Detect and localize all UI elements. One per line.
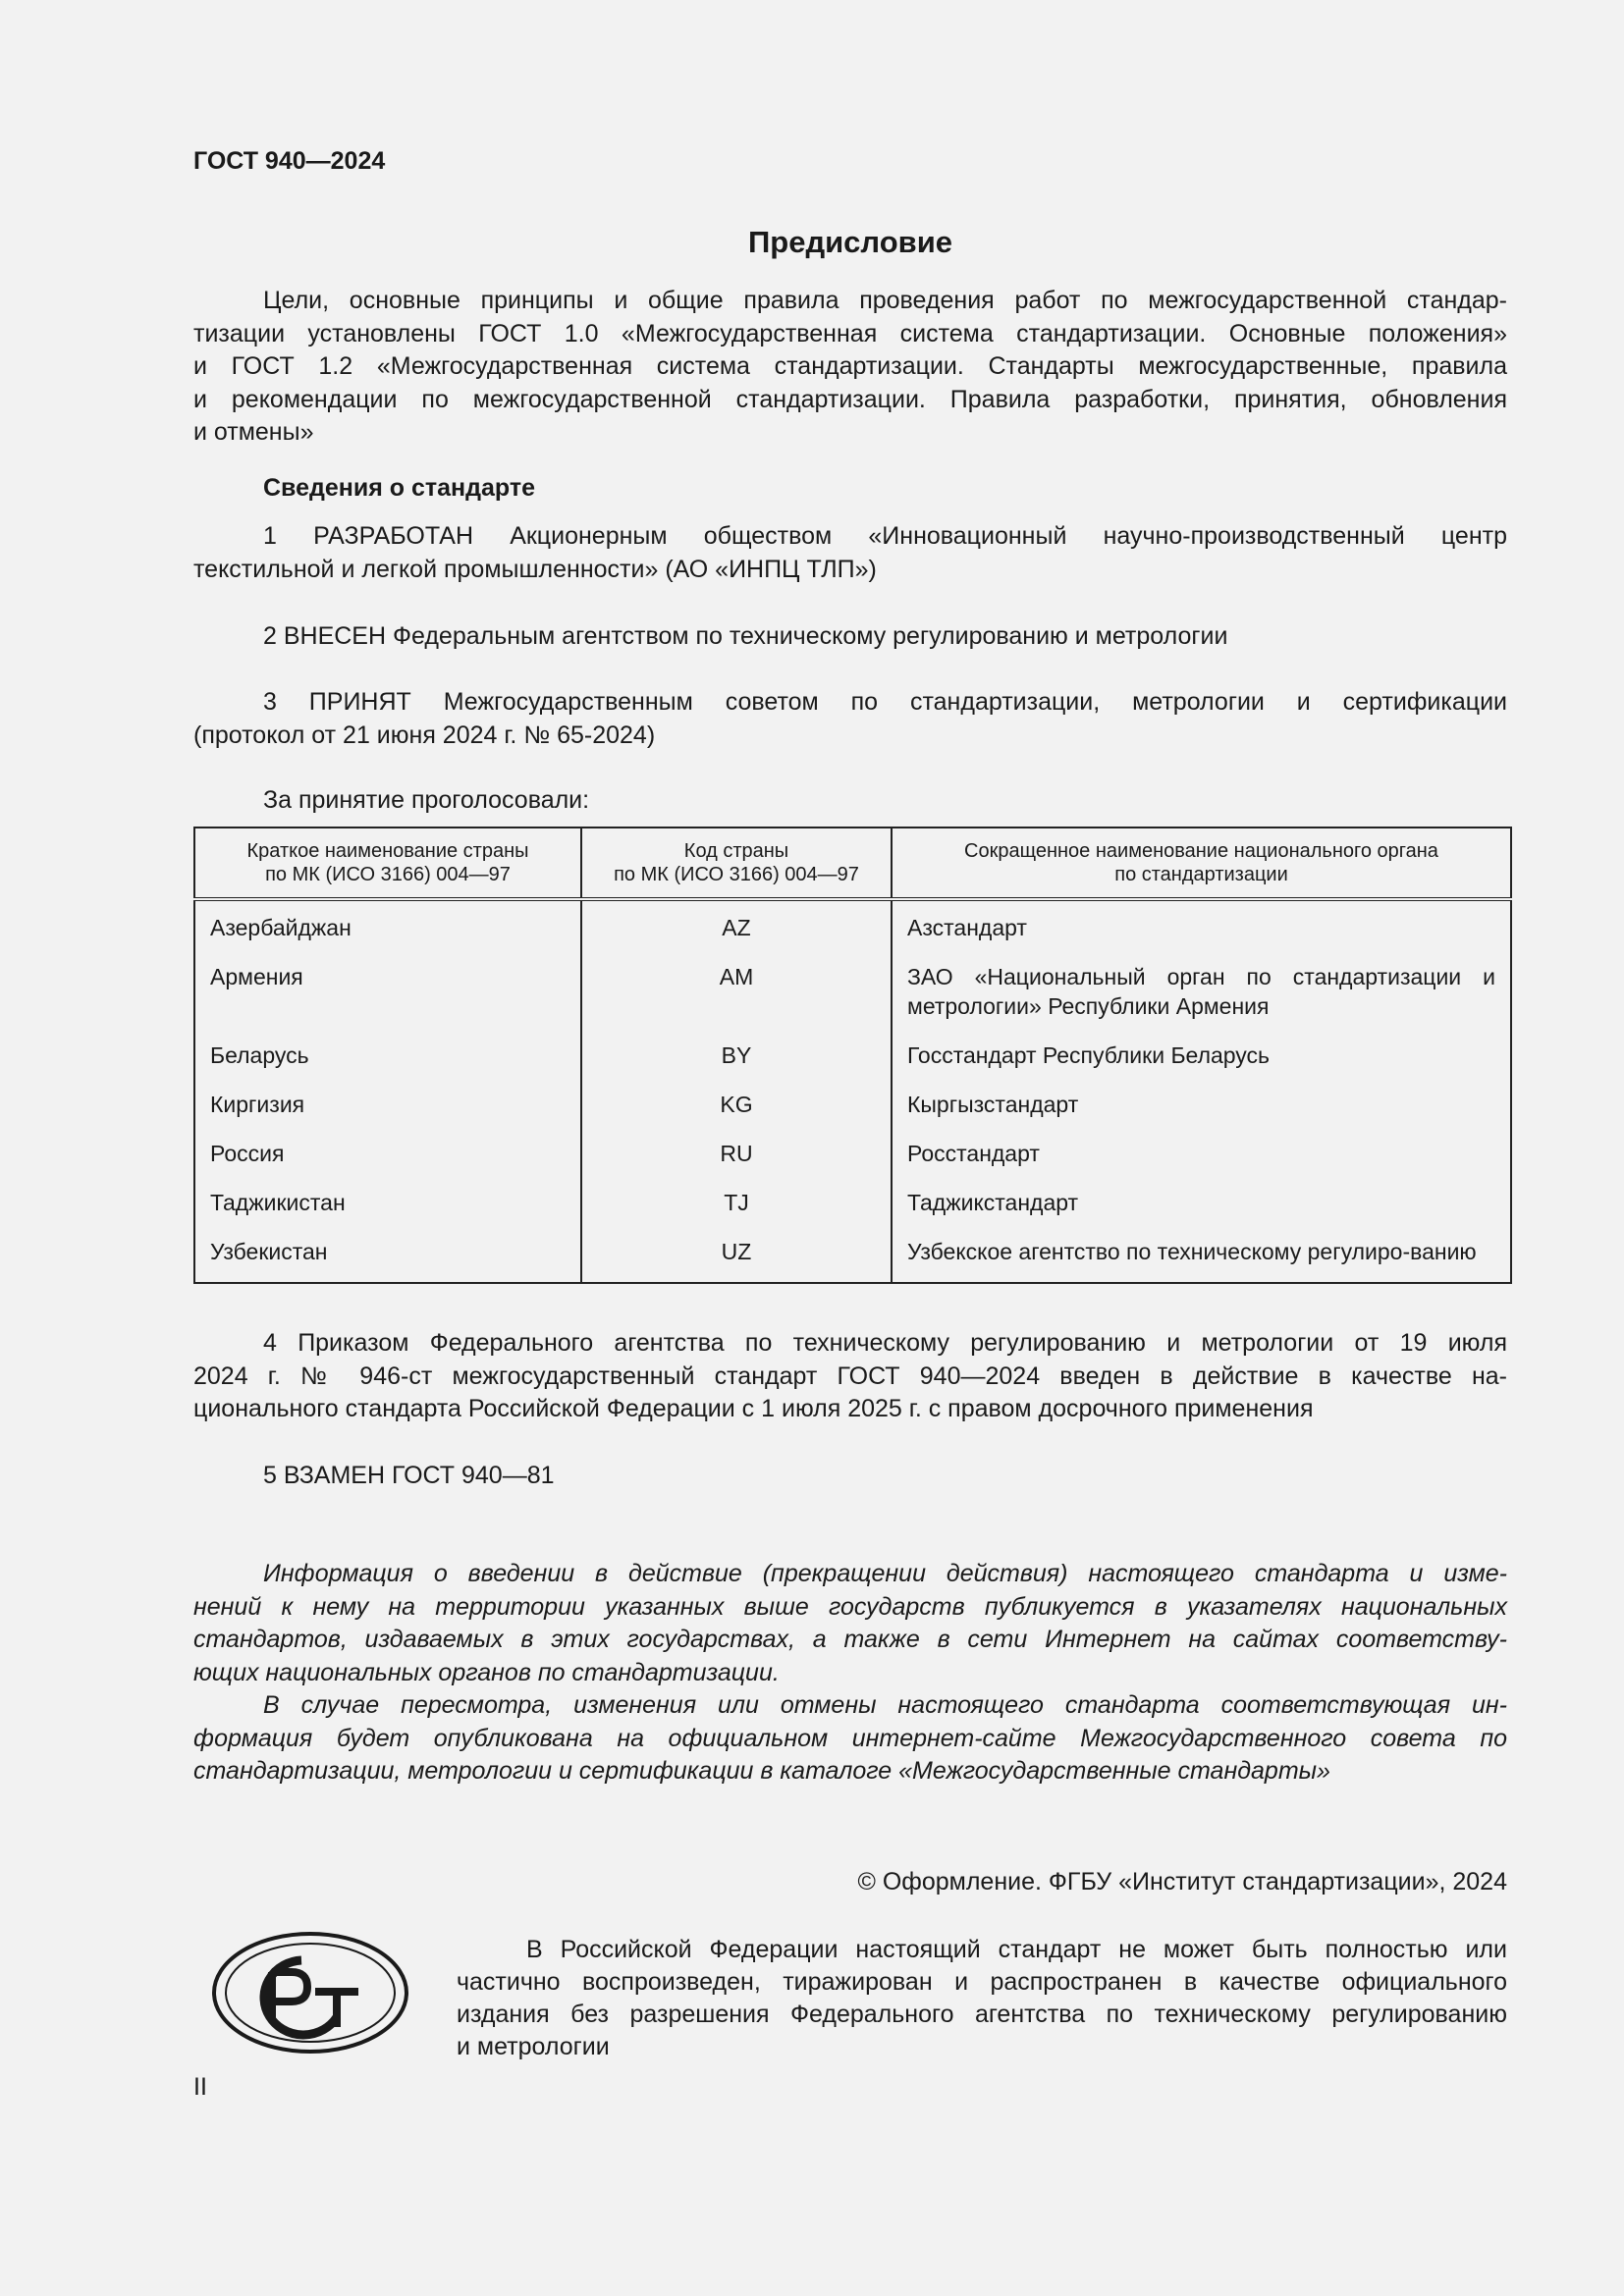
org-cell: Кыргызстандарт [892,1080,1511,1129]
org-cell: ЗАО «Национальный орган по стандартизации и метрологии» Республики Армения [892,952,1511,1031]
table-row [194,1178,1511,1227]
item-replaces: 5 ВЗАМЕН ГОСТ 940—81 [263,1462,555,1489]
code-cell: BY [581,1031,892,1080]
text-line: издания без разрешения Федерального агентства по техническому регулированию [457,2001,1507,2028]
org-cell: Госстандарт Республики Беларусь [892,1031,1511,1080]
item-submitted: 2 ВНЕСЕН Федеральным агентством по техническому регулированию и метрологии [263,622,1228,650]
country-cell: Азербайджан [194,899,581,952]
item-adopted [193,686,1507,752]
text-line: нений к нему на территории указанных выше государств публикуется в указателях национальных [193,1592,1507,1621]
text-line: и метрологии [457,2033,610,2060]
text-line: формация будет опубликована на официальном интернет-сайте Межгосударственного совета по [193,1724,1507,1752]
org-cell: Росстандарт [892,1129,1511,1178]
org-cell: Азстандарт [892,899,1511,952]
copyright-notice [457,1934,1507,2063]
country-cell: Армения [194,952,581,1031]
org-cell: Узбекское агентство по техническому регулиро-ванию [892,1227,1511,1283]
text-line: тизации установлены ГОСТ 1.0 «Межгосударственная система стандартизации. Основные положения» [193,319,1507,347]
voted-label: За принятие проголосовали: [263,786,590,814]
code-cell: UZ [581,1227,892,1283]
table-header-row [194,828,1511,899]
copyright-line: © Оформление. ФГБУ «Институт стандартизации», 2024 [857,1868,1507,1896]
code-cell: TJ [581,1178,892,1227]
country-cell: Киргизия [194,1080,581,1129]
country-cell: Россия [194,1129,581,1178]
text-line: стандартизации, метрологии и сертификации в каталоге «Межгосударственные стандарты» [193,1757,1330,1785]
text-line: 4 Приказом Федерального агентства по техническому регулированию и метрологии от 19 июля [263,1329,1507,1357]
text-line: и ГОСТ 1.2 «Межгосударственная система стандартизации. Стандарты межгосударственные, правила [193,352,1507,380]
country-cell: Таджикистан [194,1178,581,1227]
section-heading: Сведения о стандарте [263,474,536,502]
text-line: и рекомендации по межгосударственной стандартизации. Правила разработки, принятия, обновления [193,385,1507,413]
table-row [194,952,1511,1031]
code-cell: RU [581,1129,892,1178]
text-line: частично воспроизведен, тиражирован и распространен в качестве официального [457,1968,1507,1996]
text-line: текстильной и легкой промышленности» (АО «ИНПЦ ТЛП») [193,555,877,583]
column-header-code: Код страны по МК (ИСО 3166) 004—97 [581,828,892,899]
info-paragraph [193,1558,1507,1789]
text-line: Информация о введении в действие (прекращении действия) настоящего стандарта и изме- [263,1560,1507,1587]
text-line: 1 РАЗРАБОТАН Акционерным обществом «Инновационный научно-производственный центр [263,522,1507,550]
rst-certification-mark-icon [211,1931,409,2055]
document-code: ГОСТ 940—2024 [193,147,386,175]
table-row [194,1129,1511,1178]
table-row [194,1227,1511,1283]
intro-paragraph [193,285,1507,450]
voting-countries-table [193,827,1512,1284]
text-line: 3 ПРИНЯТ Межгосударственным советом по стандартизации, метрологии и сертификации [263,688,1507,716]
page-number: II [193,2073,207,2101]
table-row [194,899,1511,952]
country-cell: Беларусь [194,1031,581,1080]
table-row [194,1080,1511,1129]
text-line: стандартов, издаваемых в этих государствах, а также в сети Интернет на сайтах соответству- [193,1626,1507,1653]
text-line: В Российской Федерации настоящий стандарт не может быть полностью или [526,1936,1507,1963]
text-line: и отмены» [193,418,314,446]
code-cell: AM [581,952,892,1031]
code-cell: AZ [581,899,892,952]
table-row [194,1031,1511,1080]
text-line: 2024 г. № 946-ст межгосударственный стандарт ГОСТ 940—2024 введен в действие в качестве на- [193,1362,1507,1390]
org-cell: Таджикстандарт [892,1178,1511,1227]
code-cell: KG [581,1080,892,1129]
text-line: Цели, основные принципы и общие правила проведения работ по межгосударственной стандар- [263,287,1507,314]
text-line: В случае пересмотра, изменения или отмены настоящего стандарта соответствующая ин- [263,1691,1507,1719]
column-header-country: Краткое наименование страны по МК (ИСО 3166) 004—97 [194,828,581,899]
column-header-org: Сокращенное наименование национального органа по стандартизации [892,828,1511,899]
item-developed [193,520,1507,586]
item-enacted [193,1327,1507,1426]
country-cell: Узбекистан [194,1227,581,1283]
text-line: ционального стандарта Российской Федерации с 1 июля 2025 г. с правом досрочного применения [193,1395,1314,1422]
text-line: (протокол от 21 июня 2024 г. № 65-2024) [193,721,656,749]
page-title: Предисловие [747,225,952,259]
text-line: ющих национальных органов по стандартизации. [193,1658,780,1686]
